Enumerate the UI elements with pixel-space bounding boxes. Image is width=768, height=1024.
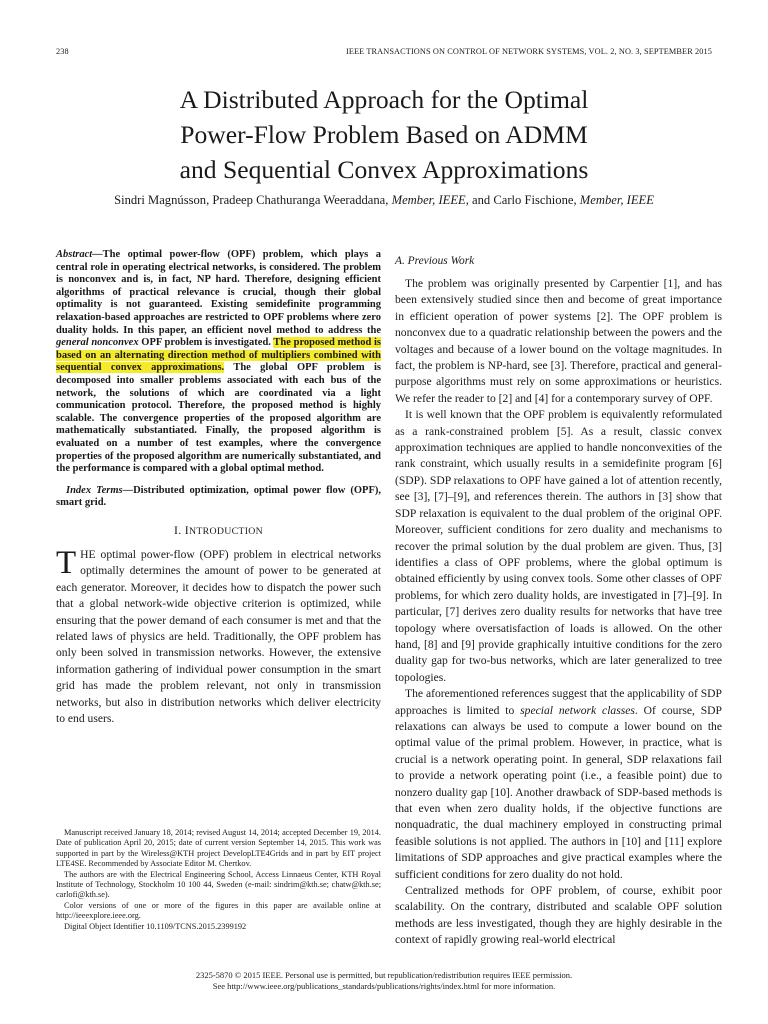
copyright-line: 2325-5870 © 2015 IEEE. Personal use is permitted, but republication/redistribution requires IEEE permission. (195, 970, 573, 980)
rights-link-line: See http://www.ieee.org/publications_standards/publications/rights/index.html for more information. (212, 981, 556, 991)
author-membership-2: Member, IEEE (579, 193, 654, 207)
copyright-footer (56, 970, 712, 992)
introduction-body (56, 544, 381, 727)
title-line-1: A Distributed Approach for the Optimal (179, 85, 589, 114)
subsection-heading-previous-work: A. Previous Work (395, 255, 475, 267)
drop-cap: T (56, 544, 77, 581)
intro-paragraph (56, 544, 381, 727)
paragraph-3-text-b: . Of course, SDP relaxations can always be used to compute a lower bound on the optimal value of the primal problem. However, in practice, what is crucial is a network operating point. In general, SDP relaxations fail to provide a network operating point (i.e., a feasible point) due to nonzero duality gap [10]. Another drawback of SDP-based methods is that even when zero duality holds, if the objective functions are nonquadratic, the dual machinery employed in constructing primal feasible solutions is not applied. The authors in [10] and [11] explore limitations of SDP approaches and give practical examples where the sufficient conditions for zero duality do not hold. (395, 703, 722, 881)
section-heading-rest: NTRODUCTION (188, 525, 264, 537)
paragraph-3-text-a: The aforementioned references suggest that the applicability of SDP approaches is limited to (395, 687, 722, 717)
title-line-2: Power-Flow Problem Based on ADMM (180, 120, 588, 149)
paragraph-1: The problem was originally presented by Carpentier [1], and has been extensively studied since then and become of great importance in efficient operation of power systems [2]. The OPF problem is nonconvex due to a quadratic relationship between the powers and the voltages and because of a lower bound on the voltage magnitudes. In fact, the problem is NP-hard, see [3]. Therefore, practical and general-purpose algorithms must rely on some approximations or heuristics. We refer the reader to [2] and [4] for a contemporary survey of OPF. (395, 277, 722, 405)
abstract-text-2: OPF problem is investigated. (141, 337, 271, 349)
author-list (40, 193, 728, 208)
running-header (56, 47, 712, 61)
section-numeral: I. (173, 522, 182, 537)
page-number: 238 (56, 47, 69, 56)
paragraph-4: Centralized methods for OPF problem, of course, exhibit poor scalability. On the contrary, distributed and scalable OPF solution methods are less investigated, though they are highly desirable in the context of rapidly growing real-world electrical (395, 884, 722, 947)
paragraph-3 (395, 686, 722, 883)
author-last: , and Carlo Fischione, (465, 193, 577, 207)
abstract-text-3: The global OPF problem is decomposed into smaller problems associated with each bus of the network, the solutions of which are coordinated via a light communication protocol. Therefore, the proposed method is highly scalable. The convergence properties of the proposed algorithm are mathematically substantiated. Finally, the proposed algorithm is evaluated on a number of test examples, where the convergence properties of the proposed algorithm are numerically substantiated, and the performance is compared with a global optimal method. (56, 362, 381, 475)
footnote-color-versions: Color versions of one or more of the figures in this paper are available online at http://ieeexplore.ieee.org. (56, 900, 381, 921)
abstract-keyword: general nonconvex (56, 337, 139, 349)
title-line-3: and Sequential Convex Approximations (179, 155, 589, 184)
abstract (56, 249, 381, 476)
left-column (56, 249, 381, 727)
author-names: Sindri Magnússon, Pradeep Chathuranga Weeraddana, (114, 193, 389, 207)
abstract-label: Abstract (56, 249, 93, 260)
abstract-text-1: —The optimal power-flow (OPF) problem, which plays a central role in operating electrical networks, is considered. The problem is nonconvex and is, in fact, NP hard. Therefore, designing efficient algorithms of practical relevance is crucial, though their global optimality is not guaranteed. Existing semidefinite programming relaxation-based approaches are restricted to OPF problems where zero duality holds. In this paper, an efficient novel method to address the (56, 249, 381, 336)
paragraph-2: It is well known that the OPF problem is equivalently reformulated as a rank-constrained problem [5]. As a result, classic convex approximation techniques are applied to handle nonconvexities of the rank constraint, which usually results in a semidefinite program [6] (SDP). SDP relaxations to OPF have gained a lot of attention recently, see [3], [7]–[9], and references therein. The authors in [3] show that SDP relaxation is equivalent to the dual problem of the original OPF. Moreover, sufficient conditions for zero duality and mechanisms to recover the primal solution by the dual problem are given. Thus, [3] identifies a class of OPF problems, where the global optimum is obtained efficiently by using convex tools. Some other classes of OPF problems, for which zero duality holds, are investigated in [7]–[9]. In particular, [7] derives zero duality results for networks that have tree topology where oversatisfaction of loads is allowed. On the other hand, [8] and [9] provide graphically intuitive conditions for the zero duality gap for two-bus networks, which are later generalized to tree topologies. (395, 408, 722, 684)
paragraph-3-keyword: special network classes (520, 703, 635, 717)
index-terms-label: Index Terms (66, 484, 123, 496)
index-terms-text: —Distributed optimization, optimal power flow (OPF), smart grid. (56, 484, 381, 509)
index-terms (56, 485, 381, 510)
author-membership-1: Member, IEEE (391, 193, 466, 207)
highlighted-sentence: The proposed method is based on an alternating direction method of multipliers combined with sequential convex approximations. (56, 337, 382, 374)
intro-paragraph-text: HE optimal power-flow (OPF) problem in electrical networks optimally determines the amount of power to be generated at each generator. Moreover, it decides how to dispatch the power such that a global network-wide objective criterion is optimized, while ensuring that the power demand of each consumer is met and that the related laws of physics are held. Traditionally, the OPF problem has only been solved in transmission networks. However, the extensive information gathering of individual power consumption in the smart grid has made the problem relevant, not only in transmission networks, but also in distribution networks which deliver electricity to end users. (56, 547, 381, 725)
journal-name: IEEE TRANSACTIONS ON CONTROL OF NETWORK SYSTEMS, VOL. 2, NO. 3, SEPTEMBER 2015 (345, 47, 712, 56)
first-page-footnote (56, 828, 381, 932)
footnote-doi: Digital Object Identifier 10.1109/TCNS.2015.2399192 (64, 921, 247, 931)
previous-work-body (395, 276, 722, 949)
right-column (395, 249, 722, 949)
section-heading-introduction (56, 523, 381, 538)
paper-title (80, 82, 688, 187)
section-heading-initial: I (184, 522, 189, 537)
footnote-affiliation: The authors are with the Electrical Engineering School, Access Linnaeus Center, KTH Royal Institute of Technology, Stockholm 10 100 44, Sweden (e-mail: sindrim@kth.se; chatw@kth.se; carlofi@kth.se). (56, 869, 381, 900)
footnote-manuscript: Manuscript received January 18, 2014; revised August 14, 2014; accepted December 19, 2014. Date of publication April 20, 2015; date of current version September 14, 2015. This work was supported in part by the Wireless@KTH project DevelopLTE4Grids and in part by EIT project LTE4SE. Recommended by Associate Editor M. Chertkov. (56, 828, 381, 869)
